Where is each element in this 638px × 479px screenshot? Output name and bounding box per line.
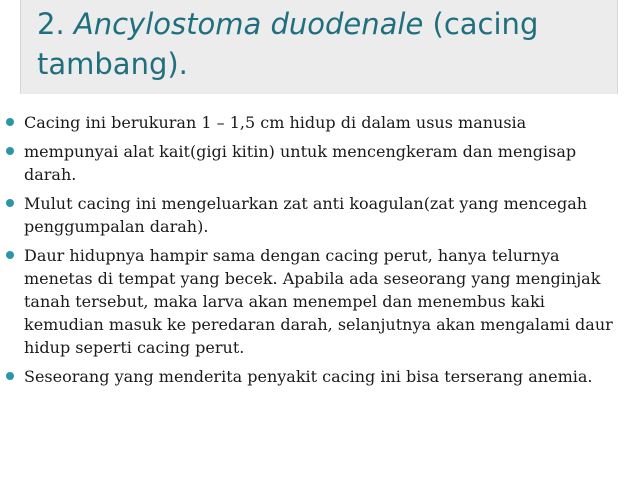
bullet-item <box>6 192 626 238</box>
disc-bullet-icon <box>6 199 14 207</box>
bullet-text: Cacing ini berukuran 1 – 1,5 cm hidup di dalam usus manusia <box>24 113 527 132</box>
title-species-name: Ancylostoma duodenale <box>73 7 424 41</box>
bullet-list <box>6 111 626 394</box>
bullet-text: Daur hidupnya hampir sama dengan cacing perut, hanya telurnya menetas di tempat yang becek. Apabila ada seseorang yang menginjak tanah tersebut, maka larva akan menempel dan menembus kaki kemudian masuk ke peredaran darah, selanjutnya akan mengalami daur hidup seperti cacing perut. <box>24 246 613 357</box>
title-suffix: (cacing tambang). <box>37 7 539 81</box>
bullet-item <box>6 365 626 388</box>
bullet-item <box>6 140 626 186</box>
title-prefix: 2. <box>37 7 74 41</box>
disc-bullet-icon <box>6 372 14 380</box>
bullet-text: Mulut cacing ini mengeluarkan zat anti koagulan(zat yang mencegah penggumpalan darah). <box>24 194 588 236</box>
bullet-text: Seseorang yang menderita penyakit cacing ini bisa terserang anemia. <box>24 367 593 386</box>
disc-bullet-icon <box>6 118 14 126</box>
disc-bullet-icon <box>6 251 14 259</box>
bullet-item <box>6 111 626 134</box>
slide-title <box>37 4 597 84</box>
bullet-item <box>6 244 626 359</box>
bullet-text: mempunyai alat kait(gigi kitin) untuk mencengkeram dan mengisap darah. <box>24 142 577 184</box>
disc-bullet-icon <box>6 147 14 155</box>
